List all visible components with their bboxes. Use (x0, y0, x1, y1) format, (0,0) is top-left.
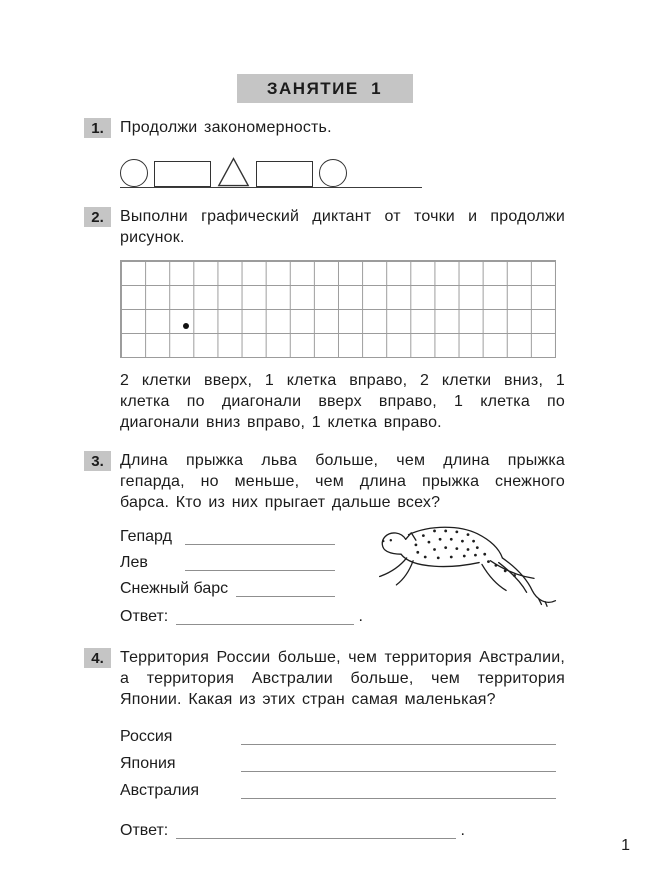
blank-row (120, 524, 335, 550)
answer-period: . (358, 608, 363, 625)
lesson-title: ЗАНЯТИЕ 1 (266, 78, 383, 98)
blank-label: Россия (120, 728, 173, 745)
task-3-text: Длина прыжка льва больше, чем длина прыжка гепарда, но меньше, чем длина прыжка снежного барса. Кто из них прыгает дальше всех? (120, 452, 565, 511)
answer-line[interactable] (185, 556, 335, 571)
answer-period: . (460, 822, 465, 839)
lesson-header (237, 74, 413, 103)
task-4-blanks (120, 723, 556, 804)
blank-row (120, 750, 556, 777)
answer-label: Ответ: (120, 822, 169, 839)
blank-row (120, 777, 556, 804)
task-4-row (84, 647, 565, 710)
task-4-number: 4. (84, 648, 111, 668)
task-2-text: Выполни графический диктант от точки и продолжи рисунок. (120, 208, 565, 246)
blank-label: Япония (120, 755, 176, 772)
answer-line[interactable] (236, 582, 335, 597)
blank-row (120, 576, 335, 602)
task-1-number: 1. (84, 118, 111, 138)
rectangle-shape (154, 161, 211, 187)
task-2 (84, 206, 565, 433)
task-3 (84, 450, 565, 630)
triangle-shape (217, 157, 250, 187)
answer-line[interactable] (176, 824, 455, 839)
task-1-text: Продолжи закономерность. (120, 119, 332, 136)
answer-line[interactable] (241, 784, 556, 799)
dictation-grid[interactable] (120, 260, 556, 358)
task-1 (84, 117, 565, 188)
answer-row (120, 818, 465, 844)
blank-row (120, 723, 556, 750)
grid-start-dot (183, 323, 189, 329)
cheetah-icon (375, 518, 561, 622)
task-2-number: 2. (84, 207, 111, 227)
task-3-blanks (120, 524, 365, 630)
dictation-instructions: 2 клетки вверх, 1 клетка вправо, 2 клетки вниз, 1 клетка по диагонали вверх вправо, 1 клетка по диагонали вниз вправо, 1 клетка вправо. (120, 372, 565, 431)
rectangle-shape (256, 161, 313, 187)
answer-row (120, 604, 363, 630)
task-1-row (84, 117, 565, 138)
task-4 (84, 647, 565, 844)
blank-label: Австралия (120, 782, 200, 799)
page-number: 1 (621, 837, 630, 854)
task-4-text: Территория России больше, чем территория Австралии, а территория Австралии больше, чем территория Японии. Какая из этих стран самая маленькая? (120, 649, 565, 708)
circle-shape (120, 159, 148, 187)
blank-label: Снежный барс (120, 580, 229, 597)
blank-row (120, 550, 335, 576)
answer-label: Ответ: (120, 608, 169, 625)
blank-label: Гепард (120, 528, 172, 545)
task-3-answer-area (120, 524, 565, 630)
answer-line[interactable] (185, 530, 335, 545)
answer-line[interactable] (176, 610, 353, 625)
circle-shape (319, 159, 347, 187)
blank-label: Лев (120, 554, 148, 571)
task-2-row (84, 206, 565, 248)
answer-line[interactable] (241, 757, 556, 772)
pattern-strip[interactable] (120, 151, 422, 188)
task-3-row (84, 450, 565, 513)
cheetah-illustration (375, 518, 561, 630)
answer-line[interactable] (241, 730, 556, 745)
task-3-number: 3. (84, 451, 111, 471)
